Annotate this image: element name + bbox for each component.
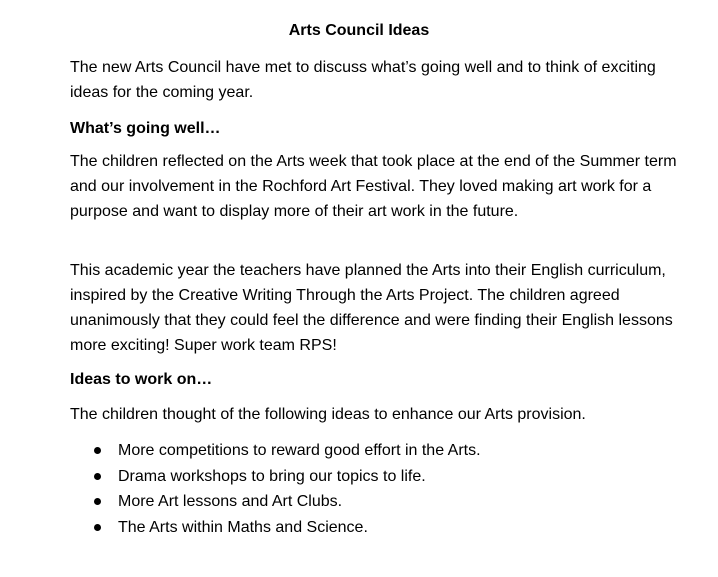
intro-paragraph: The new Arts Council have met to discuss what’s going well and to think of exciting ideas for the coming year. <box>70 59 656 101</box>
section-heading-ideas: Ideas to work on… <box>70 371 213 388</box>
going-well-paragraph-1: The children reflected on the Arts week that took place at the end of the Summer term and our involvement in the Rochford Art Festival. They loved making art work for a purpose and want to display more of their art work in the future. <box>70 153 677 220</box>
list-item-text: More competitions to reward good effort in the Arts. <box>118 442 481 459</box>
list-item-text: Drama workshops to bring our topics to life. <box>118 467 426 485</box>
bullet-icon <box>94 498 101 505</box>
list-item <box>0 438 718 464</box>
section-heading-going-well: What’s going well… <box>70 120 221 137</box>
ideas-bullet-list <box>0 438 718 540</box>
list-item <box>0 489 718 515</box>
bullet-icon <box>94 447 101 454</box>
list-item-text: The Arts within Maths and Science. <box>118 518 368 536</box>
bullet-icon <box>94 473 101 480</box>
list-item <box>0 464 718 490</box>
going-well-paragraph-2: This academic year the teachers have planned the Arts into their English curriculum, inspired by the Creative Writing Through the Arts Project. The children agreed unanimously that they could feel the difference and were finding their English lessons more exciting! Super work team RPS! <box>70 262 673 354</box>
document-title: Arts Council Ideas <box>288 22 430 39</box>
ideas-intro-paragraph: The children thought of the following ideas to enhance our Arts provision. <box>70 406 586 423</box>
list-item-text: More Art lessons and Art Clubs. <box>118 493 343 510</box>
list-item <box>0 515 718 541</box>
bullet-icon <box>94 524 101 531</box>
